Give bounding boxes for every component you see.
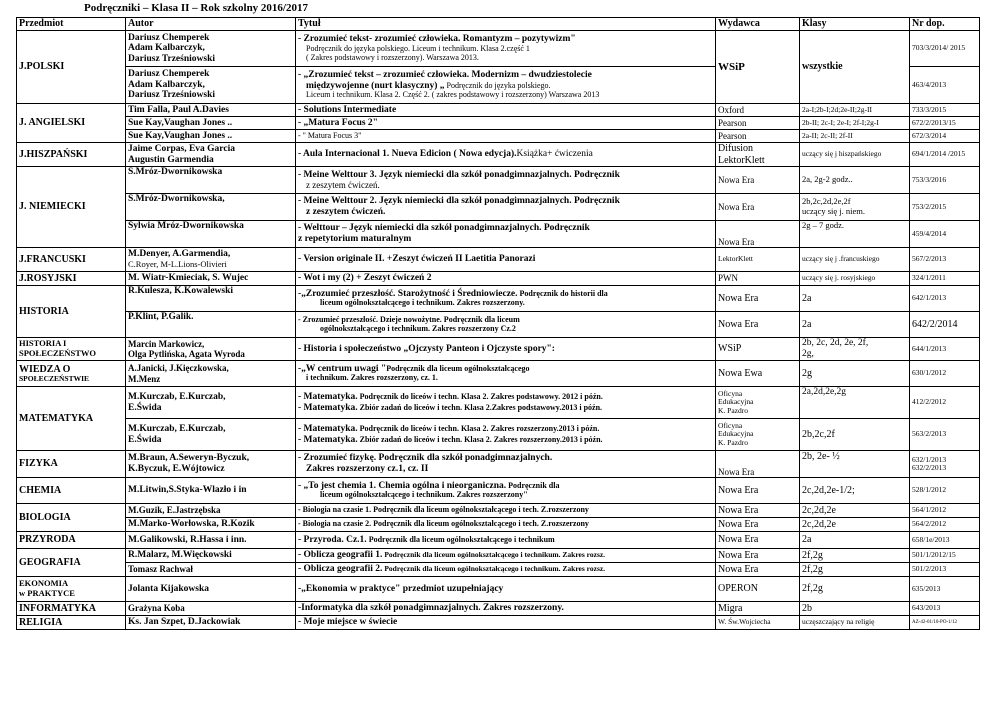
title-main: - Solutions Intermediate [298,104,397,115]
nr-cell: 672/3/2014 [910,130,980,143]
table-row [17,616,980,630]
table-row [17,167,980,194]
classes-cell: 2c,2d,2e-1/2; [800,478,910,504]
nr-cell: 324/1/2011 [910,272,980,286]
author-line: Marcin Markowicz, [128,338,205,349]
title-line: liceum ogólnokształcącego i technikum. Zakres rozszerzony" [320,490,528,500]
publisher-line: Edukacyjna [718,429,754,439]
author-cell [126,143,296,167]
title-cell [296,67,716,104]
publisher-line: LektorKlett [718,154,765,166]
nr-cell: 658/1e/2013 [910,532,980,549]
publisher-line: Oficyna [718,420,743,430]
subject-cell: INFORMATYKA [17,602,126,616]
title-main: - Matematyka. [298,434,358,445]
title-cell [296,478,716,504]
author-cell: R.Kulesza, K.Kowalewski [126,286,296,312]
title-line: Podręcznik do języka polskiego. Liceum i technikum. Klasa 2.część 1 [306,43,530,53]
subject-cell: J. NIEMIECKI [17,167,126,248]
publisher-cell: Nowa Era [716,478,800,504]
table-row [17,387,980,419]
author-line: M.Braun, A.Seweryn-Byczuk, [128,453,250,464]
publisher-cell [716,419,800,451]
title-cell: - " Matura Focus 3" [296,130,716,143]
classes-cell: 2a-II; 2c-II; 2f-II [800,130,910,143]
title-rest: Podręcznik dla liceum ogólnokształcącego i tech. Z.rozszerzony [373,519,589,529]
publisher-cell: WSiP [716,338,800,361]
nr-cell: 635/2013 [910,577,980,602]
subject-cell: GEOGRAFIA [17,549,126,577]
title-cell [296,143,716,167]
classes-cell: 2a [800,312,910,338]
textbook-table [16,17,980,630]
subject-line: HISTORIA I [19,338,67,349]
publisher-cell [716,143,800,167]
publisher-cell: Nowa Era [716,518,800,532]
title-cell [296,286,716,312]
table-row [17,577,980,602]
nr-cell: 528/1/2012 [910,478,980,504]
nr-cell: 642/1/2013 [910,286,980,312]
classes-cell: 2a [800,532,910,549]
table-row [17,602,980,616]
table-row [17,504,980,518]
title-rest: Podręcznik dla liceum ogólnokształcącego i tech. Z.rozszerzony [373,505,589,515]
publisher-cell: Nowa Era [716,167,800,194]
publisher-cell: LektorKlett [716,248,800,272]
subject-cell [17,338,126,361]
nr-cell: 564/2/2012 [910,518,980,532]
header-nr: Nr dop. [910,18,980,31]
table-row [17,451,980,478]
title-main: - Oblicza geografii 1. [298,550,383,561]
classes-cell: 2c,2d,2e [800,518,910,532]
title-rest: Podręcznik do liceów i techn. Klasa 2. Zakres rozszerzony.2013 i późn. [359,423,600,433]
classes-cell: 2a [800,286,910,312]
author-cell: R.Malarz, M.Więckowski [126,549,296,563]
nr-cell: 501/1/2012/15 [910,549,980,563]
classes-cell: 2a,2d,2e,2g [800,387,910,419]
author-cell: S.Mróz-Dwornikowska [126,167,296,194]
publisher-line: Difusion [718,143,753,155]
author-cell: M.Galikowski, R.Hassa i inn. [126,532,296,549]
author-cell: P.Klint, P.Galik. [126,312,296,338]
publisher-cell: WSiP [716,31,800,104]
nr-cell: 753/2/2015 [910,194,980,221]
title-rest: Zbiór zadań do liceów i techn. Klasa 2.Zakres podstawowy.2013 i późn. [359,402,603,412]
author-line: Adam Kalbarczyk, [128,79,205,90]
subject-cell: PRZYRODA [17,532,126,549]
nr-cell: 672/2/2013/15 [910,117,980,130]
author-line: M.Menz [128,373,161,384]
table-row [17,532,980,549]
title-main: - Version originale II. +Zeszyt ćwiczeń II Laetitia Panorazi [298,254,536,265]
subject-cell: CHEMIA [17,478,126,504]
author-line: C.Royer, M-L.Lions-Olivieri [128,259,227,270]
title-main: -„Ekonomia w praktyce" przedmiot uzupełniający [298,583,504,594]
author-cell [126,67,296,104]
classes-cell: 2b [800,602,910,616]
classes-cell: uczący się j. rosyjskiego [800,272,910,286]
nr-cell: 567/2/2013 [910,248,980,272]
nr-cell: 563/2/2013 [910,419,980,451]
classes-cell [800,338,910,361]
author-cell: Sylwia Mróz-Dwornikowska [126,221,296,248]
nr-cell [910,451,980,478]
title-cell [296,361,716,387]
classes-line: uczący się j. niem. [802,206,866,216]
author-line: Jaime Corpas, Eva Garcia [128,143,235,154]
title-main: - Oblicza geografii 2. [298,564,383,575]
author-line: M.Kurczab, E.Kurczab, [128,391,226,402]
author-cell: Jolanta Kijakowska [126,577,296,602]
author-cell: Sue Kay,Vaughan Jones .. [126,117,296,130]
author-cell: S.Mróz-Dwornikowska, [126,194,296,221]
title-line: ( Zakres podstawowy i rozszerzony). Warszawa 2013. [306,52,479,62]
author-cell [126,451,296,478]
title-main: - Historia i społeczeństwo „Ojczysty Panteon i Ojczyste spory": [298,343,555,354]
title-main: z zeszytem ćwiczeń. [306,207,386,217]
title-rest: Książka+ ćwiczenia [516,149,593,160]
table-row [17,272,980,286]
nr-cell: AZ-42-01/10-PO-1/12 [910,616,980,630]
classes-cell: 2b,2c,2f [800,419,910,451]
title-line: Liceum i technikum. Klasa 2. Część 2. ( zakres podstawowy i rozszerzony) Warszawa 2013 [306,90,600,100]
classes-cell: uczęszczający na religię [800,616,910,630]
table-row [17,518,980,532]
subject-line: SPOŁECZEŃSTWO [19,348,96,358]
classes-cell: 2b-II; 2c-I; 2e-I; 2f-I;2g-I [800,117,910,130]
title-cell [296,194,716,221]
title-main: z repetytorium maturalnym [298,234,412,244]
title-main: - „To jest chemia 1. Chemia ogólna i nieorganiczna. [298,480,507,491]
title-main: - Wot i my (2) + Zeszyt ćwiczeń 2 [298,273,432,284]
table-row [17,104,980,117]
nr-cell: 642/2/2014 [910,312,980,338]
title-cell [296,563,716,577]
title-cell [296,338,716,361]
subject-cell: MATEMATYKA [17,387,126,451]
title-rest: Podręcznik dla liceum ogólnokształcącego i technikum. Zakres rozsz. [384,564,606,574]
publisher-cell: OPERON [716,577,800,602]
title-cell [296,117,716,130]
title-rest: Podręcznik do historii dla [519,288,608,298]
classes-cell: 2f,2g [800,563,910,577]
header-title: Tytuł [296,18,716,31]
page-title: Podręczniki – Klasa II – Rok szkolny 2016/2017 [84,2,308,14]
author-cell: Grażyna Koba [126,602,296,616]
subject-cell: J.ROSYJSKI [17,272,126,286]
title-cell [296,167,716,194]
author-cell: M.Marko-Worłowska, R.Kozik [126,518,296,532]
table-row [17,31,980,67]
header-publisher: Wydawca [716,18,800,31]
title-main: -Informatyka dla szkół ponadgimnazjalnych. Zakres rozszerzony. [298,603,564,614]
title-line: i technikum. Zakres rozszerzony, cz. 1. [306,373,438,383]
author-cell: M.Litwin,S.Styka-Wlazło i in [126,478,296,504]
author-line: E.Świda [128,434,162,445]
publisher-cell: Oxford [716,104,800,117]
table-header-row [17,18,980,31]
author-cell [126,419,296,451]
title-main: - Zrozumieć tekst- zrozumieć człowieka. Romantyzm – pozytywizm" [298,34,576,45]
publisher-line: Edukacyjna [718,397,754,407]
publisher-line: K. Pazdro [718,405,748,415]
publisher-cell: Pearson [716,130,800,143]
publisher-cell: Nowa Era [716,549,800,563]
nr-cell: 644/1/2013 [910,338,980,361]
author-line: Dariusz Chemperek [128,32,210,43]
author-cell: M. Wiatr-Kmieciak, S. Wujec [126,272,296,286]
nr-cell: 753/3/2016 [910,167,980,194]
subject-cell: RELIGIA [17,616,126,630]
author-line: A.Janicki, J.Kięczkowska, [128,363,229,374]
classes-cell: 2a-I;2b-I;2d;2e-II;2g-II [800,104,910,117]
author-line: K.Byczuk, E.Wójtowicz [128,464,225,474]
title-line: ogólnokształcącego i technikum. Zakres rozszerzony Cz.2 [320,323,516,333]
nr-cell: 643/2013 [910,602,980,616]
nr-cell: 733/3/2015 [910,104,980,117]
author-cell: Sue Kay,Vaughan Jones .. [126,130,296,143]
nr-line: 632/2/2013 [912,463,947,472]
classes-cell: uczący się j .francuskiego [800,248,910,272]
author-line: Olga Pytlińska, Agata Wyroda [128,349,245,359]
author-line: Dariusz Trześniowski [128,53,215,64]
title-rest: Podręcznik dla liceum ogólnokształcącego i technikum. Zakres rozsz. [384,550,606,560]
publisher-cell: Nowa Era [716,221,800,248]
author-line: Augustin Garmendia [128,154,214,165]
nr-cell: 564/1/2012 [910,504,980,518]
author-line: M.Denyer, A.Garmendia, [128,249,231,260]
nr-cell: 501/2/2013 [910,563,980,577]
subject-cell: J.FRANCUSKI [17,248,126,272]
classes-line: 2g, [802,349,814,359]
publisher-cell: Nowa Era [716,563,800,577]
classes-cell: 2b, 2e- ½ [800,451,910,478]
title-main: - Meine Welttour 2. Język niemiecki dla szkół ponadgimnazjalnych. Podręcznik [298,196,620,207]
title-rest: Podręcznik dla liceum ogólnokształcącego [386,363,530,373]
subject-line: w PRAKTYCE [19,588,75,598]
table-row [17,221,980,248]
title-main: - Welttour – Język niemiecki dla szkół ponadgimnazjalnych. Podręcznik [298,223,590,234]
title-main: - Przyroda. Cz.1. [298,534,367,545]
subject-cell: J.HISZPAŃSKI [17,143,126,167]
subject-cell: BIOLOGIA [17,504,126,532]
title-main: - Aula Internacional 1. Nueva Edicion ( Nowa edycja). [298,149,517,160]
author-cell: Tim Falla, Paul A.Davies [126,104,296,117]
table-row [17,361,980,387]
title-cell [296,272,716,286]
title-main: - Zrozumieć fizykę. Podręcznik dla szkół ponadgimnazjalnych. [298,453,553,464]
table-row [17,194,980,221]
classes-cell: 2f,2g [800,549,910,563]
author-cell [126,361,296,387]
publisher-cell: Pearson [716,117,800,130]
classes-line: 2b, 2c, 2d, 2e, 2f, [802,338,869,349]
classes-cell: 2g [800,361,910,387]
title-cell [296,549,716,563]
title-line: z zeszytem ćwiczeń. [306,180,380,191]
author-cell [126,248,296,272]
table-row [17,312,980,338]
subject-cell: HISTORIA [17,286,126,338]
author-cell: Ks. Jan Szpet, D.Jackowiak [126,616,296,630]
title-rest: Podręcznik do liceów i techn. Klasa 2. Zakres podstawowy. 2012 i późn. [359,391,603,401]
author-cell [126,387,296,419]
title-cell [296,419,716,451]
publisher-line: Oficyna [718,388,743,398]
nr-line: 632/1/2013 [912,454,947,464]
subject-line: WIEDZA O [19,363,71,375]
title-cell [296,451,716,478]
publisher-cell: Nowa Era [716,532,800,549]
classes-cell [800,194,910,221]
title-main: - Meine Welttour 3. Język niemiecki dla szkół ponadgimnazjalnych. Podręcznik [298,169,620,180]
subject-cell [17,361,126,387]
table-row [17,419,980,451]
title-cell [296,577,716,602]
title-main: - „Zrozumieć tekst – zrozumieć człowieka. Modernizm – dwudziestolecie [298,69,592,80]
classes-cell: 2f,2g [800,577,910,602]
title-cell [296,616,716,630]
title-rest: Zbiór zadań do liceów i techn. Klasa 2. Zakres rozszerzony.2013 i późn. [359,434,603,444]
nr-cell: 630/1/2012 [910,361,980,387]
classes-line: 2b,2c,2d,2e,2f [802,196,851,207]
nr-cell: 463/4/2013 [910,67,980,104]
publisher-cell: Nowa Era [716,451,800,478]
publisher-cell: Nowa Ewa [716,361,800,387]
title-rest: Podręcznik do języka polskiego. [446,80,551,90]
table-row [17,563,980,577]
title-cell [296,248,716,272]
author-line: E.Świda [128,402,162,413]
author-line: Dariusz Trześniowski [128,90,215,101]
title-cell [296,532,716,549]
title-line: liceum ogólnokształcącego i technikum. Zakres rozszerzony. [320,298,525,308]
subject-line: SPOŁECZEŃSTWIE [19,373,90,383]
publisher-cell: Nowa Era [716,312,800,338]
title-main: międzywojenne (nurt klasyczny) „ [306,80,445,91]
title-cell [296,312,716,338]
title-main: - Matematyka. [298,402,358,413]
author-cell: Tomasz Rachwał [126,563,296,577]
table-row [17,549,980,563]
table-row [17,338,980,361]
publisher-cell: Nowa Era [716,286,800,312]
title-cell [296,602,716,616]
header-author: Autor [126,18,296,31]
author-line: Adam Kalbarczyk, [128,43,205,54]
publisher-cell: Nowa Era [716,194,800,221]
subject-cell: FIZYKA [17,451,126,478]
title-cell [296,504,716,518]
subject-cell [17,577,126,602]
nr-cell: 412/2/2012 [910,387,980,419]
title-rest: Podręcznik dla [508,480,560,490]
title-cell [296,387,716,419]
title-cell [296,221,716,248]
subject-cell: J. ANGIELSKI [17,104,126,143]
publisher-cell [716,387,800,419]
classes-cell: wszystkie [800,31,910,104]
title-cell [296,104,716,117]
title-line: - Zrozumieć przeszłość. Dzieje nowożytne. Podręcznik dla liceum [298,314,520,324]
title-main: - Matematyka. [298,423,358,434]
subject-line: EKONOMIA [19,578,69,589]
table-row [17,117,980,130]
title-rest: Podręcznik dla liceum ogólnokształcącego i technikum [368,534,555,544]
table-row [17,248,980,272]
publisher-cell: W. Św.Wojciecha [716,616,800,630]
classes-cell: uczący się j hiszpańskiego [800,143,910,167]
title-main: Zakres rozszerzony cz.1, cz. II [306,464,429,474]
table-row [17,286,980,312]
publisher-cell: Nowa Era [716,504,800,518]
nr-cell: 694/1/2014 /2015 [910,143,980,167]
author-cell: M.Guzik, E.Jastrzębska [126,504,296,518]
table-row [17,130,980,143]
nr-cell: 459/4/2014 [910,221,980,248]
classes-cell: 2g – 7 godz. [800,221,910,248]
nr-cell: 703/3/2014/ 2015 [910,31,980,67]
table-row [17,478,980,504]
title-main: - Biologia na czasie 2. [298,519,372,529]
author-line: M.Kurczab, E.Kurczab, [128,423,226,434]
title-main: - Biologia na czasie 1. [298,505,372,515]
author-line: Dariusz Chemperek [128,69,210,80]
header-subject: Przedmiot [17,18,126,31]
classes-cell: 2c,2d,2e [800,504,910,518]
publisher-cell: Migra [716,602,800,616]
subject-cell: J.POLSKI [17,31,126,104]
table-row [17,143,980,167]
title-main: - Matematyka. [298,391,358,402]
title-main: - „Matura Focus 2" [298,117,378,128]
publisher-line: K. Pazdro [718,437,748,447]
author-cell [126,338,296,361]
title-main: - Moje miejsce w świecie [298,617,398,628]
title-main: -„W centrum uwagi " [298,363,387,374]
title-cell [296,518,716,532]
classes-cell: 2a, 2g-2 godz.. [800,167,910,194]
title-cell [296,31,716,67]
title-main: -„Zrozumieć przeszłość. Starożytność i Średniowiecze. [298,288,518,299]
header-classes: Klasy [800,18,910,31]
author-cell [126,31,296,67]
publisher-cell: PWN [716,272,800,286]
